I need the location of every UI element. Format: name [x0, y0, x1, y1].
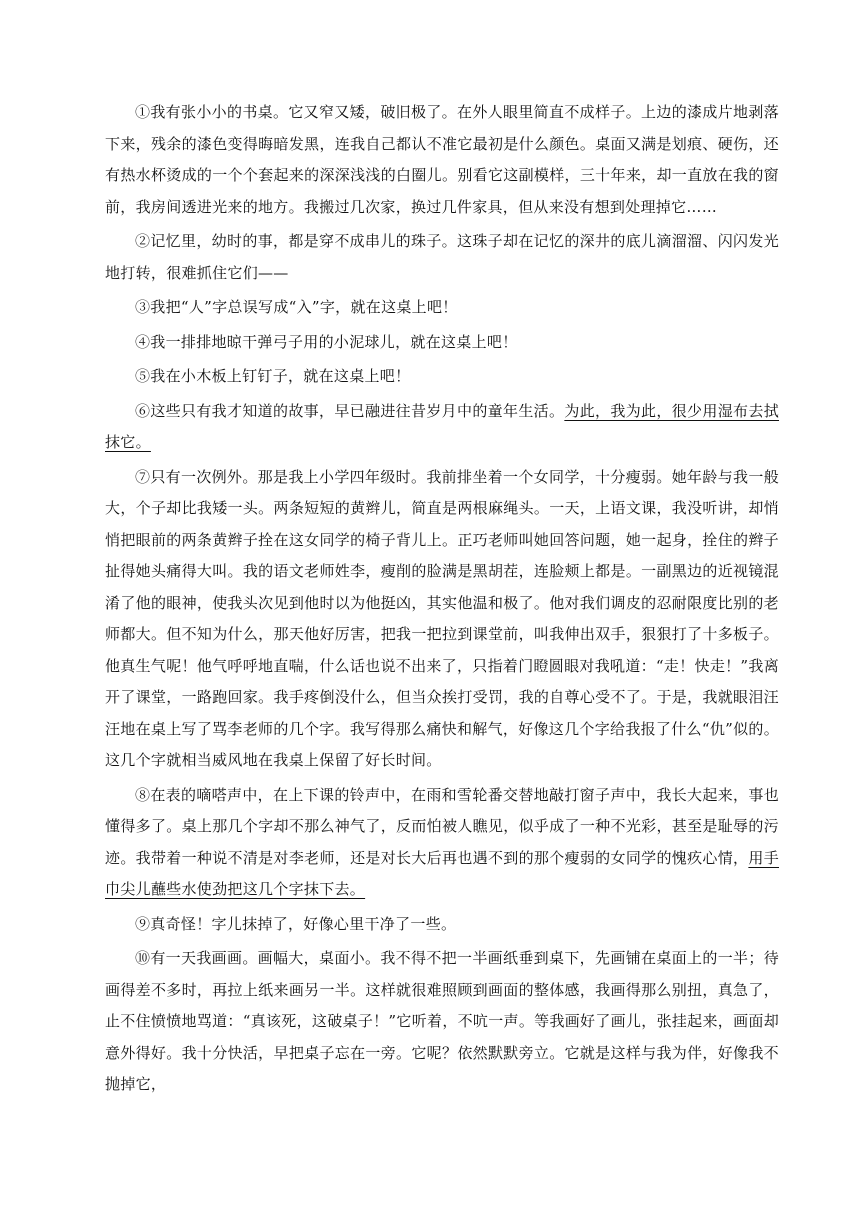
- paragraph-1: ①我有张小小的书桌。它又窄又矮，破旧极了。在外人眼里简直不成样子。上边的漆成片地剥落下来，残余的漆色变得晦暗发黑，连我自己都认不准它最初是什么颜色。桌面又满是划痕、硬伤，还有热水杯烫成的一个个套起来的深深浅浅的白圈儿。别看它这副模样，三十年来，却一直放在我的窗前，我房间透进光来的地方。我搬过几次家，换过几件家具，但从来没有想到处理掉它……: [105, 103, 779, 216]
- paragraph-7: ⑦只有一次例外。那是我上小学四年级时。我前排坐着一个女同学，十分瘦弱。她年龄与我一般大，个子却比我矮一头。两条短短的黄辫儿，简直是两根麻绳头。一天，上语文课，我没听讲，却悄悄把眼前的两条黄辫子拴在这女同学的椅子背儿上。正巧老师叫她回答问题，她一起身，拴住的辫子扯得她头痛得大叫。我的语文老师姓李，瘦削的脸满是黑胡茬，连脸颊上都是。一副黑边的近视镜混淆了他的眼神，使我头次见到他时以为他挺凶，其实他温和极了。他对我们调皮的忍耐限度比别的老师都大。但不知为什么，那天他好厉害，把我一把拉到课堂前，叫我伸出双手，狠狠打了十多板子。他真生气呢！他气呼呼地直喘，什么话也说不出来了，只指着门瞪圆眼对我吼道：“走！快走！”我离开了课堂，一路跑回家。我手疼倒没什么，但当众挨打受罚，我的自尊心受不了。于是，我就眼泪汪汪地在桌上写了骂李老师的几个字。我写得那么痛快和解气，好像这几个字给我报了什么“仇”似的。这几个字就相当威风地在我桌上保留了好长时间。: [105, 467, 779, 769]
- underlined-sentence: 用手巾尖儿蘸些水使劲把这几个字抹下去。: [105, 848, 779, 898]
- paragraph-8: ⑧在表的嘀嗒声中，在上下课的铃声中，在雨和雪轮番交替地敲打窗子声中，我长大起来，事也懂得多了。桌上那几个字却不那么神气了，反而怕被人瞧见，似乎成了一种不光彩，甚至是耻辱的污迹。我带着一种说不清是对李老师，还是对长大后再也遇不到的那个瘦弱的女同学的愧疚心情，用手巾尖儿蘸些水使劲把这几个字抹下去。: [105, 785, 779, 898]
- paragraph-4: ④我一排排地晾干弹弓子用的小泥球儿，就在这桌上吧！: [135, 332, 518, 351]
- paragraph-3: ③我把“人”字总误写成“入”字，就在这桌上吧！: [135, 298, 458, 316]
- paragraph-5: ⑤我在小木板上钉钉子，就在这桌上吧！: [135, 367, 411, 385]
- article-body: [105, 97, 779, 1101]
- paragraph-2: ②记忆里，幼时的事，都是穿不成串儿的珠子。这珠子却在记忆的深井的底儿滴溜溜、闪闪发光地打转，很难抓住它们——: [105, 232, 779, 282]
- paragraph-6: ⑥这些只有我才知道的故事，早已融进往昔岁月中的童年生活。为此，我为此，很少用湿布去拭抹它。: [105, 401, 780, 451]
- paragraph-9: ⑨真奇怪！字儿抹掉了，好像心里干净了一些。: [135, 914, 457, 933]
- underlined-sentence: 为此，我为此，很少用湿布去拭抹它。: [105, 401, 780, 451]
- paragraph-10: ⑩有一天我画画。画幅大，桌面小。我不得不把一半画纸垂到桌下，先画铺在桌面上的一半；待画得差不多时，再拉上纸来画另一半。这样就很难照顾到画面的整体感，我画得那么别扭，真急了，止不住愤愤地骂道：“真该死，这破桌子！”它听着，不吭一声。等我画好了画儿，张挂起来，画面却意外得好。我十分快活，早把桌子忘在一旁。它呢？依然默默旁立。它就是这样与我为伴，好像我不抛掉它，: [105, 949, 779, 1093]
